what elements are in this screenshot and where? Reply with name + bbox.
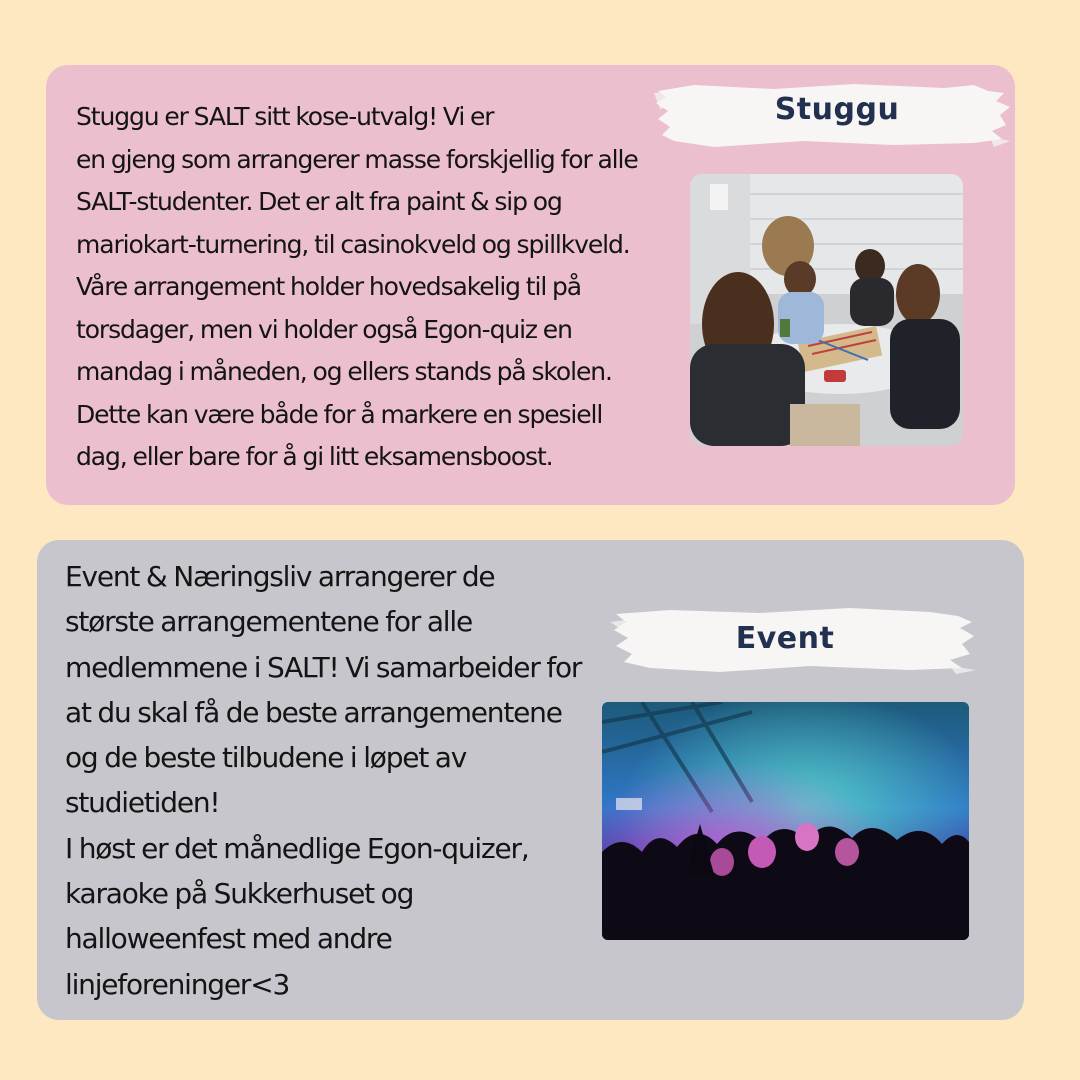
stuggu-photo (690, 174, 963, 446)
stuggu-heading: Stuggu (774, 92, 900, 127)
event-photo (602, 702, 969, 940)
event-text-line: linjeforeninger<3 (65, 967, 290, 1001)
event-heading: Event (735, 621, 835, 656)
event-description (65, 554, 625, 1007)
event-text-line: halloweenfest med andre (65, 922, 392, 956)
stuggu-description (76, 96, 676, 479)
event-text-line: medlemmene i SALT! Vi samarbeider for (65, 650, 582, 684)
stuggu-card (46, 65, 1015, 505)
event-card (37, 540, 1024, 1020)
event-text-line: at du skal få de beste arrangementene (65, 695, 562, 729)
stuggu-text-line: torsdager, men vi holder også Egon-quiz en (76, 314, 572, 344)
event-text-line: og de beste tilbudene i løpet av (65, 741, 467, 775)
stuggu-text-line: en gjeng som arrangerer masse forskjellig for alle (76, 144, 638, 174)
stuggu-text-line: mandag i måneden, og ellers stands på skolen. (76, 357, 612, 386)
stuggu-text-line: mariokart-turnering, til casinokveld og spillkveld. (76, 229, 630, 259)
stuggu-text-line: Stuggu er SALT sitt kose-utvalg! Vi er (76, 102, 494, 131)
stuggu-text-line: Våre arrangement holder hovedsakelig til på (76, 272, 582, 301)
stuggu-text-line: Dette kan være både for å markere en spesiell (76, 399, 603, 429)
stuggu-text-line: dag, eller bare for å gi litt eksamensboost. (76, 442, 553, 471)
event-text-line: største arrangementene for alle (65, 605, 472, 639)
stuggu-text-line: SALT-studenter. Det er alt fra paint & sip og (76, 187, 562, 216)
event-text-line: karaoke på Sukkerhuset og (65, 877, 414, 911)
event-text-line: studietiden! (65, 786, 220, 820)
event-text-line: Event & Næringsliv arrangerer de (65, 560, 495, 593)
event-text-line: I høst er det månedlige Egon-quizer, (65, 831, 529, 865)
